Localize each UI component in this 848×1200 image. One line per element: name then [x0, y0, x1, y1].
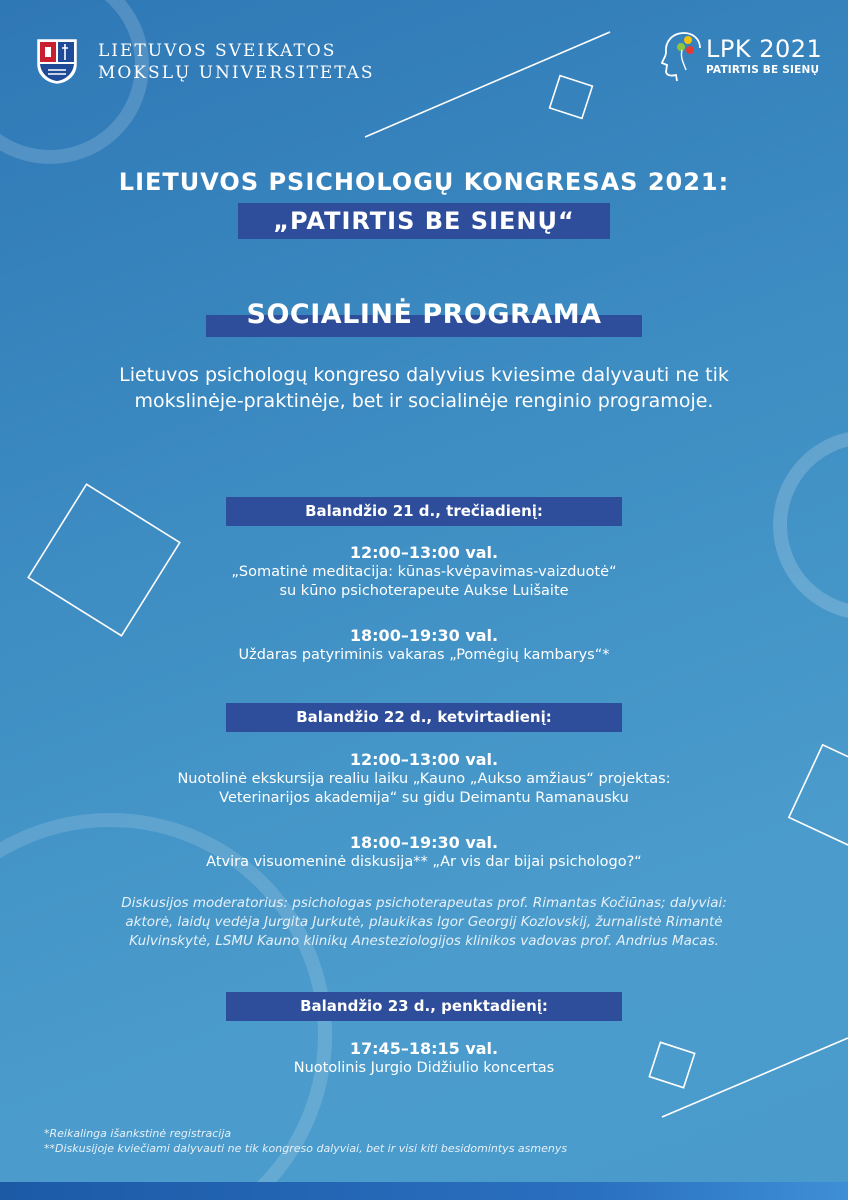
footnotes: [44, 1126, 567, 1156]
event-3-1: [0, 1039, 848, 1078]
section-title: SOCIALINĖ PROGRAMA: [246, 299, 602, 330]
lpk-title: LPK 2021: [706, 35, 823, 63]
day-header-1: Balandžio 21 d., trečiadienį:: [226, 497, 622, 526]
event-1-1: [0, 543, 848, 601]
event-desc: Uždaras patyriminis vakaras „Pomėgių kambarys“*: [238, 647, 610, 663]
lsmu-crest-icon: [36, 38, 78, 84]
participants-line: Kulvinskytė, LSMU Kauno klinikų Anesteziologijos klinikos vadovas prof. Andrius Macas.: [129, 933, 719, 949]
participants-line: aktorė, laidų vedėja Jurgita Jurkutė, plaukikas Igor Georgij Kozlovskij, žurnalistė Rimantė: [125, 914, 723, 930]
lpk-logo-text: [706, 36, 822, 76]
event-desc: su kūno psichoterapeute Aukse Luišaite: [279, 583, 569, 599]
event-desc: „Somatinė meditacija: kūnas-kvėpavimas-vaizduotė“: [231, 564, 617, 580]
footnote-discussion: **Diskusijoje kviečiami dalyvauti ne tik kongreso dalyviai, bet ir visi kiti besidomintys asmenys: [44, 1142, 568, 1155]
event-time: 17:45–18:15 val.: [349, 1039, 499, 1058]
event-2-2: [0, 833, 848, 872]
deco-square-top: [550, 76, 593, 119]
discussion-participants: [90, 894, 758, 951]
event-time: 18:00–19:30 val.: [349, 833, 499, 852]
event-1-2: [0, 626, 848, 665]
event-desc: Veterinarijos akademija“ su gidu Deimantu Ramanausku: [219, 790, 629, 806]
congress-subtitle: „PATIRTIS BE SIENŲ“: [238, 203, 610, 239]
congress-title: LIETUVOS PSICHOLOGŲ KONGRESAS 2021:: [118, 168, 730, 196]
event-desc: Atvira visuomeninė diskusija** „Ar vis dar bijai psichologo?“: [206, 854, 642, 870]
event-time: 18:00–19:30 val.: [349, 626, 499, 645]
day-header-2: Balandžio 22 d., ketvirtadienį:: [226, 703, 622, 732]
bottom-bar: [0, 1182, 848, 1200]
day-header-3: Balandžio 23 d., penktadienį:: [226, 992, 622, 1021]
intro-text: [80, 362, 768, 414]
footnote-registration: *Reikalinga išankstinė registracija: [44, 1127, 232, 1140]
university-name: [98, 41, 375, 83]
event-time: 12:00–13:00 val.: [349, 750, 499, 769]
event-time: 12:00–13:00 val.: [349, 543, 499, 562]
intro-line-1: Lietuvos psichologų kongreso dalyvius kviesime dalyvauti ne tik: [119, 364, 729, 386]
event-2-1: [0, 750, 848, 808]
deco-line-top: [365, 32, 610, 137]
university-name-line2: MOKSLŲ UNIVERSITETAS: [98, 63, 375, 83]
participants-line: Diskusijos moderatorius: psichologas psichoterapeutas prof. Rimantas Kočiūnas; dalyviai:: [121, 895, 727, 911]
intro-line-2: mokslinėje-praktinėje, bet ir socialinėje renginio programoje.: [134, 390, 714, 412]
lpk-head-icon: [660, 30, 702, 82]
lpk-tagline: PATIRTIS BE SIENŲ: [706, 64, 820, 76]
university-name-line1: LIETUVOS SVEIKATOS: [98, 41, 337, 61]
event-desc: Nuotolinė ekskursija realiu laiku „Kauno „Aukso amžiaus“ projektas:: [177, 771, 671, 787]
event-desc: Nuotolinis Jurgio Didžiulio koncertas: [293, 1060, 555, 1076]
